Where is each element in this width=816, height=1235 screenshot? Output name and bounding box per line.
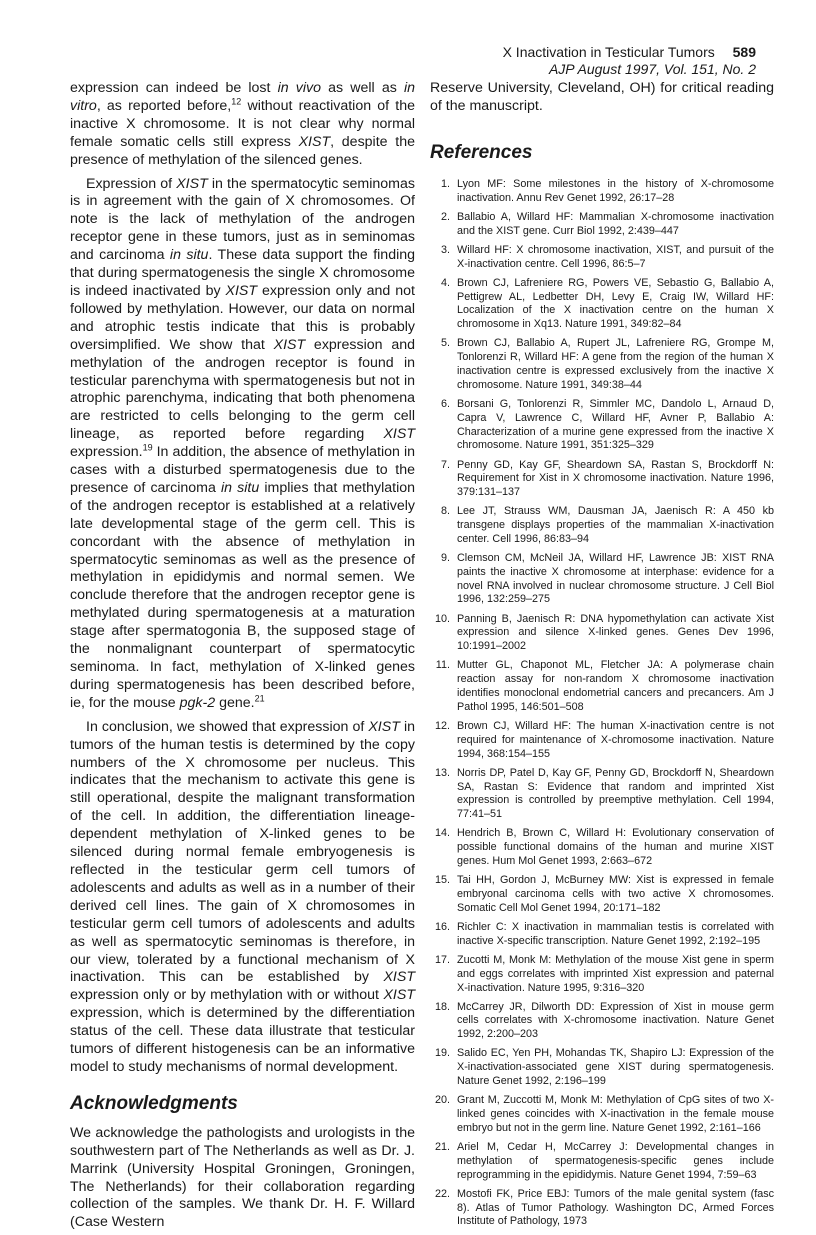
page-header [503,44,756,77]
right-column [430,80,774,1235]
text-run: as well as [321,80,404,96]
reference-item [430,767,774,822]
reference-text: Brown CJ, Ballabio A, Rupert JL, Lafreniere RG, Grompe M, Tonlorenzi R, Willard HF: A gene from the region of the human X inactivation centre is expressed exclusively from the inactive X chromosome. Nature 1991, 349:38–44 [457,337,774,391]
journal-citation: AJP August 1997, Vol. 151, No. 2 [548,61,756,77]
text-run: expression. [70,444,143,461]
reference-text: Clemson CM, McNeil JA, Willard HF, Lawrence JB: XIST RNA paints the inactive X chromosome at interphase: evidence for a novel RNA involved in nuclear chromosome structure. J Cell Biol 1996, 132:259–275 [457,552,774,606]
reference-item [430,720,774,761]
reference-text: Ariel M, Cedar H, McCarrey J: Developmental changes in methylation of spermatogenesis-specific genes include reprogramming in the epididymis. Nature Genet 1994, 7:59–63 [457,1141,774,1181]
references-heading: References [430,141,533,163]
reference-number: 13. [434,766,450,779]
reference-number: 6. [440,397,450,410]
text-run: In conclusion, we showed that expression of [86,718,369,735]
text-run: expression can indeed be lost [70,80,278,96]
reference-item [430,1094,774,1135]
running-title: X Inactivation in Testicular Tumors [502,44,715,60]
reference-text: Grant M, Zuccotti M, Monk M: Methylation of CpG sites of two X-linked genes coincides with X-inactivation in the female mouse embryo but not in the germ line. Nature Genet 1992, 2:161–166 [457,1094,774,1134]
reference-number: 20. [434,1094,450,1107]
italic-term: XIST [383,987,415,1004]
left-column [70,80,415,1232]
text-run: in tumors of the human testis is determined by the copy numbers of the X chromosome per nucleus. This indicates that the mechanism to activate this gene is still operational, despite the malignant transformation of the cell. In addition, the differentiation lineage-dependent methylation of X-linked genes to be silenced during normal female embryogenesis is reflected in the testicular germ cell tumors of adolescents and adults as well as in a number of their derived cell lines. The gain of X chromosomes in testicular germ cell tumors of adolescents and adults as well as spermatocytic seminomas is therefore, in our view, tolerated by a functional mechanism of X inactivation. This can be established by [70,718,415,986]
reference-number: 7. [440,458,450,471]
reference-text: Hendrich B, Brown C, Willard H: Evolutionary conservation of possible functional domains of the human and murine XIST genes. Hum Mol Genet 1993, 2:663–672 [457,827,774,867]
reference-text: Richler C: X inactivation in mammalian testis is correlated with inactive X-specific transcription. Nature Genet 1992, 2:192–195 [457,920,774,947]
acknowledgments-heading: Acknowledgments [70,1092,238,1114]
reference-number: 15. [434,874,450,887]
reference-item [430,337,774,392]
reference-number: 5. [440,337,450,350]
reference-number: 10. [434,612,450,625]
text-run: . These data support the finding that during spermatogenesis the single X chromosome is indeed inactivated by [70,247,416,299]
reference-number: 18. [434,1000,450,1013]
text-run: in the spermatocytic seminomas is in agreement with the gain of X chromosomes. Of note is the lack of methylation of the androgen receptor gene in these tumors, just as in seminomas and carcinoma [70,175,415,264]
reference-text: Salido EC, Yen PH, Mohandas TK, Shapiro LJ: Expression of the X-inactivation-associated gene XIST during spermatogenesis. Nature Genet 1992, 2:196–199 [457,1047,774,1088]
reference-text: Brown CJ, Lafreniere RG, Powers VE, Sebastio G, Ballabio A, Pettigrew AL, Ledbetter DH, Levy E, Craig IW, Willard HF: Localization of the X inactivation centre on the human X chromosome in Xq13. Nature 1991, 349:82–84 [457,276,774,331]
italic-term: in vitro [70,80,415,114]
reference-item [430,827,774,868]
reference-number: 3. [440,243,450,256]
italic-term: XIST [273,336,306,353]
reference-item [430,659,774,714]
reference-number: 11. [435,659,450,672]
reference-number: 19. [434,1047,450,1060]
reference-text: Ballabio A, Willard HF: Mammalian X-chromosome inactivation and the XIST gene. Curr Biol 1992, 2:439–447 [457,210,774,237]
reference-number: 4. [440,276,450,289]
text-run: gene. [215,694,255,711]
italic-term: pgk-2 [179,694,216,711]
citation-superscript: 21 [254,693,265,704]
header-line [503,44,756,60]
reference-item [430,398,774,453]
reference-text: Penny GD, Kay GF, Sheardown SA, Rastan S, Brockdorff N: Requirement for Xist in X chromosome inactivation. Nature 1996, 379:131–137 [457,458,774,499]
reference-item [430,1141,774,1182]
italic-term: XIST [383,426,415,443]
reference-number: 12. [434,720,450,732]
reference-text: Norris DP, Patel D, Kay GF, Penny GD, Brockdorff N, Sheardown SA, Rastan S: Evidence that random and imprinted Xist expression is controlled by preemptive methylation. Cell 1994, 77:41–51 [457,766,774,821]
text-run: expression only or by methylation with or without [70,987,384,1004]
page-number: 589 [732,44,756,60]
reference-number: 2. [440,210,450,223]
reference-number: 17. [434,953,450,966]
reference-number: 16. [434,920,450,933]
paragraph-conclusion [70,719,415,1077]
reference-number: 22. [434,1187,450,1200]
italic-term: XIST [368,718,400,735]
reference-item [430,921,774,949]
reference-item [430,613,774,654]
text-run: without reactivation of the inactive X chromosome. It is not clear why normal female somatic cells still express [70,97,416,150]
italic-term: in situ [221,479,260,496]
acknowledgments-text: We acknowledge the pathologists and urologists in the southwestern part of The Netherlands as well as Dr. J. Marrink (University Hospital Groningen, Groningen, The Netherlands) for their collaboration regarding collection of the samples. We thank Dr. H. F. Willard (Case Western [70,1124,415,1231]
acknowledgments-continued: Reserve University, Cleveland, OH) for critical reading of the manuscript. [430,80,774,114]
reference-text: McCarrey JR, Dilworth DD: Expression of Xist in mouse germ cells correlates with X-chromosome inactivation. Nature Genet 1992, 2:200–203 [457,1000,774,1041]
reference-item [430,1001,774,1042]
reference-item [430,505,774,546]
reference-item [430,1047,774,1088]
reference-item [430,244,774,272]
italic-term: XIST [225,282,258,299]
text-run: , despite the presence of methylation of the silenced genes. [70,133,415,168]
reference-number: 8. [440,505,450,518]
reference-text: Zucotti M, Monk M: Methylation of the mouse Xist gene in sperm and eggs correlates with imprinted Xist expression and paternal X-inactivation. Nature 1995, 9:316–320 [457,953,774,994]
reference-item [430,277,774,332]
reference-text: Brown CJ, Willard HF: The human X-inactivation centre is not required for maintenance of X-chromosome inactivation. Nature 1994, 368:154–155 [457,720,774,760]
reference-text: Willard HF: X chromosome inactivation, XIST, and pursuit of the X-inactivation centre. Cell 1996, 86:5–7 [457,243,774,270]
text-run: expression only and not followed by methylation. However, our data on normal and atrophic testis indicate that this is probably oversimplified. We show that [70,282,415,353]
text-run: In addition, the absence of methylation in cases with a disturbed spermatogenesis due to the presence of carcinoma [70,444,415,496]
reference-number: 14. [434,827,450,840]
citation-superscript: 12 [231,96,242,107]
reference-text: Tai HH, Gordon J, McBurney MW: Xist is expressed in female embryonal carcinoma cells with two active X chromosomes. Somatic Cell Mol Genet 1994, 20:171–182 [457,874,774,914]
italic-term: XIST [176,175,208,192]
italic-term: in situ [169,247,209,264]
paragraph-2 [70,176,415,713]
references-list [430,178,774,1229]
text-run: , as reported before, [96,97,232,114]
reference-text: Panning B, Jaenisch R: DNA hypomethylation can activate Xist expression and silence X-linked genes. Genes Dev 1996, 10:1991–2002 [457,612,774,653]
italic-term: XIST [298,133,331,150]
reference-text: Mostofi FK, Price EBJ: Tumors of the male genital system (fasc 8). Atlas of Tumor Pathology. Washington DC, Armed Forces Institute of Pathology, 1973 [457,1187,774,1228]
reference-number: 1. [440,177,450,190]
reference-item [430,178,774,206]
italic-term: XIST [383,969,415,986]
text-run: expression, which is determined by the differentiation status of the cell. These data illustrate that testicular tumors of different histogenesis can be an informative model to study mechanisms of normal development. [70,1005,415,1075]
reference-item [430,211,774,239]
text-run: Expression of [86,175,177,192]
reference-item [430,1188,774,1229]
reference-number: 9. [440,552,450,565]
reference-item [430,874,774,915]
reference-text: Mutter GL, Chaponot ML, Fletcher JA: A polymerase chain reaction assay for non-random X chromosome inactivation identifies monoclonal endometrial cancers and precancers. Am J Pathol 1995, 146:501–508 [457,659,774,713]
paragraph-1 [70,80,415,170]
text-run: expression and methylation of the androgen receptor is found in testicular parenchyma with spermatogenesis but not in atrophic parenchyma, indicating that both phenomena are restricted to cells belonging to the germ cell lineage, as reported before regarding [70,336,415,443]
citation-superscript: 19 [142,442,153,453]
italic-term: in vivo [277,80,322,96]
reference-text: Borsani G, Tonlorenzi R, Simmler MC, Dandolo L, Arnaud D, Capra V, Lawrence C, Willard HF, Avner P, Ballabio A: Characterization of a murine gene expressed from the inactive X chromosome. Nature 1991, 351:325–329 [457,397,774,452]
reference-item [430,459,774,500]
reference-item [430,954,774,995]
reference-number: 21. [434,1141,450,1154]
text-run: implies that methylation of the androgen receptor is established at a relatively late developmental stage of the germ cell. This is concordant with the absence of methylation in spermatocytic seminomas as well as the presence of methylation in epididymis and normal semen. We conclude therefore that the androgen receptor gene is methylated during spermatogenesis at a maturation stage after spermatogonia B, the supposed stage of the nonmalignant counterpart of spermatocytic seminoma. In fact, methylation of X-linked genes during spermatogenesis has been described before, ie, for the mouse [70,479,415,711]
reference-text: Lyon MF: Some milestones in the history of X-chromosome inactivation. Annu Rev Genet 1992, 26:17–28 [457,177,774,204]
reference-item [430,552,774,607]
reference-text: Lee JT, Strauss WM, Dausman JA, Jaenisch R: A 450 kb transgene displays properties of the mammalian X-inactivation center. Cell 1996, 86:83–94 [457,505,774,545]
